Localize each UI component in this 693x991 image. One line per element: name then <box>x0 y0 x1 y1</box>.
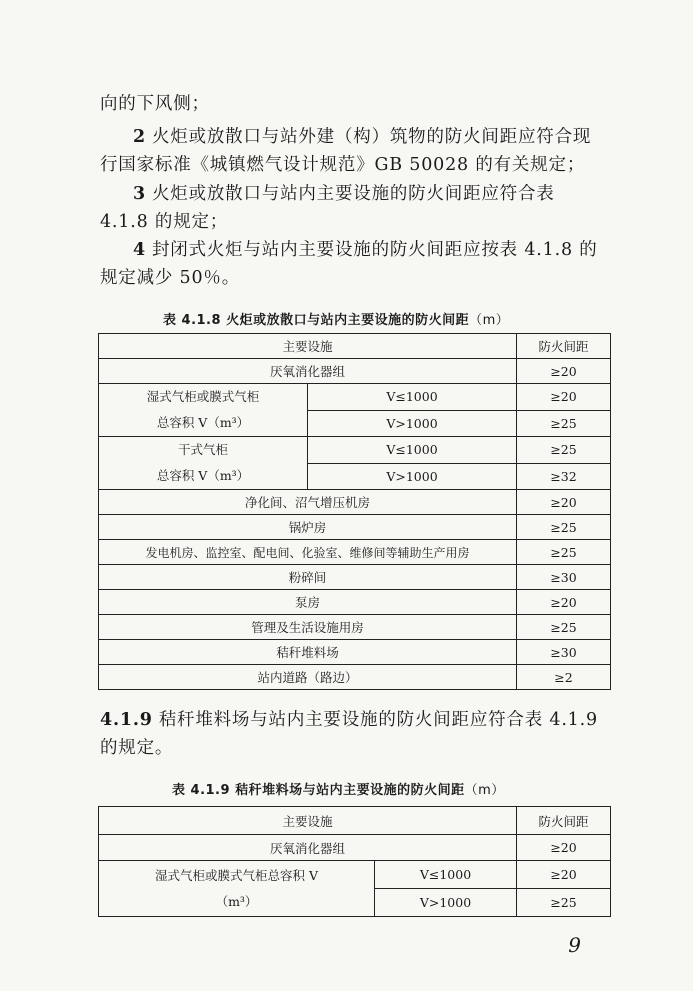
table-header-row <box>99 807 611 835</box>
facility-cell: 管理及生活设施用房 <box>99 615 517 640</box>
clause-4-line2: 规定减少 50％。 <box>100 268 241 288</box>
distance-cell: ≥20 <box>517 861 611 889</box>
table-row <box>99 384 611 411</box>
header-cell: 防火间距 <box>517 334 611 359</box>
header-cell: 主要设施 <box>99 807 517 835</box>
table-row <box>99 665 611 690</box>
distance-cell: ≥20 <box>517 490 611 515</box>
table-row <box>99 359 611 384</box>
clause-3-line1: 3 火炬或放散口与站内主要设施的防火间距应符合表 <box>133 184 555 204</box>
distance-cell: ≥25 <box>517 437 611 464</box>
volume-condition-cell: V≤1000 <box>308 437 517 464</box>
facility-group-cell <box>99 384 308 437</box>
distance-cell: ≥32 <box>517 463 611 490</box>
facility-cell: 秸秆堆料场 <box>99 640 517 665</box>
table-row <box>99 615 611 640</box>
table-row <box>99 565 611 590</box>
table-header-row <box>99 334 611 359</box>
facility-group-cell <box>99 861 375 917</box>
table-row <box>99 861 611 889</box>
volume-condition-cell: V≤1000 <box>308 384 517 411</box>
table-row <box>99 437 611 464</box>
facility-group-cell <box>99 437 308 490</box>
distance-cell: ≥25 <box>517 515 611 540</box>
facility-cell: 锅炉房 <box>99 515 517 540</box>
volume-condition-cell: V>1000 <box>375 889 517 917</box>
facility-label-line: 总容积 V（m³） <box>156 415 250 430</box>
table-row <box>99 515 611 540</box>
clause-3-line2: 4.1.8 的规定； <box>100 212 229 232</box>
volume-condition-cell: V≤1000 <box>375 861 517 889</box>
fire-distance-table-4-1-8 <box>98 333 611 690</box>
table-caption: 表 4.1.8 火炬或放散口与站内主要设施的防火间距（m） <box>163 313 510 328</box>
clause-2-line2: 行国家标准《城镇燃气设计规范》GB 50028 的有关规定； <box>100 155 586 175</box>
distance-cell: ≥25 <box>517 540 611 565</box>
facility-cell: 净化间、沼气增压机房 <box>99 490 517 515</box>
distance-cell: ≥30 <box>517 640 611 665</box>
facility-cell: 厌氧消化器组 <box>99 359 517 384</box>
section-4-1-9-line1: 4.1.9 秸秆堆料场与站内主要设施的防火间距应符合表 4.1.9 <box>100 710 598 730</box>
page-number: 9 <box>568 933 581 957</box>
table-row <box>99 490 611 515</box>
header-cell: 主要设施 <box>99 334 517 359</box>
header-cell: 防火间距 <box>517 807 611 835</box>
table-caption: 表 4.1.9 秸秆堆料场与站内主要设施的防火间距（m） <box>172 783 505 798</box>
facility-cell: 粉碎间 <box>99 565 517 590</box>
distance-cell: ≥20 <box>517 835 611 861</box>
paragraph-continuation: 向的下风侧； <box>100 94 210 114</box>
facility-label-line: 总容积 V（m³） <box>156 468 250 483</box>
facility-cell: 发电机房、监控室、配电间、化验室、维修间等辅助生产用房 <box>99 540 517 565</box>
facility-cell: 厌氧消化器组 <box>99 835 517 861</box>
table-row <box>99 540 611 565</box>
distance-cell: ≥30 <box>517 565 611 590</box>
clause-4-line1: 4 封闭式火炬与站内主要设施的防火间距应按表 4.1.8 的 <box>133 240 598 260</box>
clause-2-line1: 2 火炬或放散口与站外建（构）筑物的防火间距应符合现 <box>133 127 592 147</box>
facility-label-line: 干式气柜 <box>177 442 228 457</box>
volume-condition-cell: V>1000 <box>308 410 517 437</box>
table-row <box>99 590 611 615</box>
volume-condition-cell: V>1000 <box>308 463 517 490</box>
facility-label-line: 湿式气柜或膜式气柜总容积 V <box>154 867 318 883</box>
facility-cell: 站内道路（路边） <box>99 665 517 690</box>
distance-cell: ≥25 <box>517 889 611 917</box>
table-row <box>99 640 611 665</box>
facility-label-line: （m³） <box>215 893 258 909</box>
distance-cell: ≥20 <box>517 384 611 411</box>
table-row <box>99 835 611 861</box>
section-4-1-9-line2: 的规定。 <box>100 738 174 758</box>
distance-cell: ≥25 <box>517 615 611 640</box>
distance-cell: ≥25 <box>517 410 611 437</box>
fire-distance-table-4-1-9 <box>98 806 611 917</box>
distance-cell: ≥2 <box>517 665 611 690</box>
distance-cell: ≥20 <box>517 590 611 615</box>
facility-label-line: 湿式气柜或膜式气柜 <box>146 389 260 404</box>
facility-cell: 泵房 <box>99 590 517 615</box>
distance-cell: ≥20 <box>517 359 611 384</box>
